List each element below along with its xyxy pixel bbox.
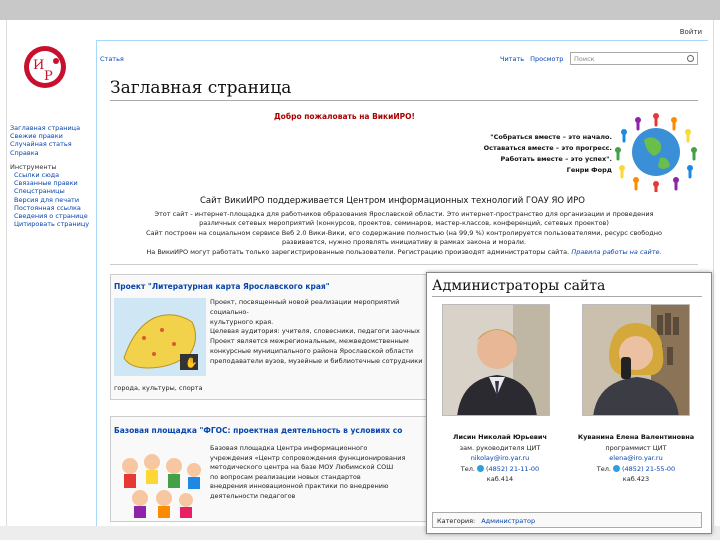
quote-line-3: Работать вместе – это успех". bbox=[500, 155, 612, 163]
children-illustration-image bbox=[114, 440, 206, 520]
admin-card-kuvanina bbox=[570, 432, 702, 485]
admin-name: Куванина Елена Валентиновна bbox=[577, 433, 695, 441]
project2-line-3: методического центра на базе МОУ Любимской СОШ bbox=[210, 463, 394, 472]
globe-people-image bbox=[604, 108, 708, 192]
category-label: Категория: bbox=[437, 517, 476, 525]
site-description bbox=[112, 210, 696, 257]
title-divider bbox=[110, 100, 698, 101]
sidebar-item-main[interactable]: Заглавная страница bbox=[10, 124, 81, 132]
admins-title: Администраторы сайта bbox=[432, 278, 606, 294]
project1-line-4: Проект является межрегиональным, межведомственным bbox=[210, 337, 409, 346]
phone-label: Тел. bbox=[460, 464, 475, 473]
quote-line-1: "Собраться вместе – это начало. bbox=[490, 133, 612, 141]
skype-icon[interactable] bbox=[477, 465, 484, 472]
admin-office: каб.414 bbox=[486, 475, 514, 483]
admin-role: программист ЦИТ bbox=[605, 443, 667, 452]
project1-footer: города, культуры, спорта bbox=[114, 384, 203, 392]
page-title: Заглавная страница bbox=[110, 78, 292, 98]
project-fgos-text bbox=[210, 444, 436, 502]
project2-line-1: Базовая площадка Центра информационного bbox=[210, 444, 368, 452]
tab-read[interactable]: Читать bbox=[500, 55, 525, 63]
admin-photo-kuvanina[interactable] bbox=[582, 304, 690, 416]
project2-line-5: внедрения инновационной практики по внедрению bbox=[210, 482, 389, 491]
svg-text:✋: ✋ bbox=[185, 358, 198, 369]
admin-phone-row bbox=[570, 464, 702, 475]
phone-label: Тел. bbox=[596, 464, 611, 473]
welcome-heading: Добро пожаловать на ВикиИРО! bbox=[274, 112, 415, 121]
admin-email[interactable]: nikolay@iro.yar.ru bbox=[470, 454, 530, 462]
admin-phone: (4852) 21-55-00 bbox=[622, 464, 676, 473]
project2-line-6: деятельности педагогов bbox=[210, 491, 296, 500]
project-literary-map-title[interactable]: Проект "Литературная карта Ярославского края" bbox=[114, 282, 330, 291]
project1-line-6: преподаватели вузов, музейные и библиотечные сотрудники bbox=[210, 356, 423, 365]
tab-view[interactable]: Просмотр bbox=[530, 55, 564, 63]
project-literary-map-text bbox=[210, 298, 436, 367]
sidebar-nav bbox=[10, 124, 98, 228]
admin-office: каб.423 bbox=[622, 475, 650, 483]
desc-line-4: развивается, нужно проявлять инициативу в рамках закона и морали. bbox=[281, 238, 527, 247]
sidebar-tools-heading: Инструменты bbox=[10, 162, 57, 171]
region-map-image bbox=[114, 298, 206, 376]
admin-name: Лисин Николай Юрьевич bbox=[453, 433, 547, 441]
sidebar-tool-related-changes[interactable]: Связанные правки bbox=[14, 179, 78, 188]
sidebar-item-random[interactable]: Случайная статья bbox=[10, 140, 72, 149]
project1-line-1: Проект, посвященный новой реализации мероприятий социально- bbox=[210, 298, 400, 316]
search-input[interactable] bbox=[570, 52, 698, 65]
sidebar-tool-permalink[interactable]: Постоянная ссылка bbox=[14, 203, 81, 212]
ford-quote bbox=[462, 132, 612, 176]
category-box bbox=[432, 512, 702, 528]
desc-registration: На ВикиИРО могут работать только зарегистрированные пользователи. Регистрацию производят администраторы сайта. bbox=[146, 247, 570, 256]
project2-line-4: по вопросам реализации новых стандартов bbox=[210, 472, 361, 481]
project2-line-2: учреждения «Центр сопровождения функционирования bbox=[210, 453, 406, 462]
svg-text:Р: Р bbox=[44, 69, 53, 84]
search-placeholder: Поиск bbox=[574, 55, 595, 63]
rules-link[interactable]: Правила работы на сайте. bbox=[571, 247, 662, 256]
iro-logo-icon[interactable] bbox=[22, 44, 68, 90]
admin-photo-lisin-image bbox=[443, 305, 550, 416]
sidebar-item-recent[interactable]: Свежие правки bbox=[10, 132, 63, 141]
browser-top-bar bbox=[0, 0, 720, 20]
sidebar-item-help[interactable]: Справка bbox=[10, 148, 39, 157]
sidebar-tool-links-here[interactable]: Ссылки сюда bbox=[14, 171, 60, 180]
desc-line-3: Сайт построен на социальном сервисе Веб 2.0 Вики-Вики, его содержание полностью (на 99,9 %) контролируется пользователями, ресурс свободно bbox=[146, 228, 662, 237]
admin-phone: (4852) 21-11-00 bbox=[486, 464, 540, 473]
admin-role: зам. руководителя ЦИТ bbox=[459, 443, 541, 452]
admin-phone-row bbox=[432, 464, 568, 475]
admins-divider bbox=[432, 296, 702, 297]
sidebar-tool-special-pages[interactable]: Спецстраницы bbox=[14, 187, 65, 196]
sidebar-tool-page-info[interactable]: Сведения о странице bbox=[14, 212, 88, 221]
desc-line-5 bbox=[112, 248, 696, 257]
quote-author: Генри Форд bbox=[566, 166, 612, 174]
project1-line-5: конкурсные муниципального района Ярославской области bbox=[210, 346, 414, 355]
admin-photo-kuvanina-image bbox=[583, 305, 690, 416]
tab-article[interactable]: Статья bbox=[100, 55, 124, 63]
support-heading: Сайт ВикиИРО поддерживается Центром информационных технологий ГОАУ ЯО ИРО bbox=[200, 196, 585, 206]
desc-line-2: различных сетевых мероприятий (конкурсов, проектов, семинаров, мастер-классов, конференций, сетевых проектов) bbox=[199, 219, 609, 228]
project-fgos-title[interactable]: Базовая площадка "ФГОС: проектная деятельность в условиях со bbox=[114, 426, 403, 435]
admin-email[interactable]: elena@iro.yar.ru bbox=[609, 454, 663, 462]
admin-photo-lisin[interactable] bbox=[442, 304, 550, 416]
quote-line-2: Оставаться вместе – это прогресс. bbox=[483, 144, 612, 152]
view-tabs bbox=[500, 55, 569, 63]
project1-line-3: Целевая аудитория: учителя, словесники, педагоги заочных bbox=[210, 327, 420, 336]
admin-card-lisin bbox=[432, 432, 568, 485]
login-link[interactable]: Войти bbox=[679, 28, 702, 36]
category-link[interactable]: Администратор bbox=[481, 517, 536, 525]
skype-icon[interactable] bbox=[613, 465, 620, 472]
sidebar-tool-cite[interactable]: Цитировать страницу bbox=[14, 220, 90, 229]
search-icon[interactable] bbox=[687, 55, 694, 62]
sidebar-tool-print[interactable]: Версия для печати bbox=[14, 195, 80, 204]
desc-line-1: Этот сайт - интернет-площадка для работников образования Ярославской области. Это интернет-пространство для организации и проведения bbox=[154, 210, 654, 218]
section-divider bbox=[110, 264, 698, 265]
svg-text:И: И bbox=[33, 58, 45, 73]
project1-line-2: культурного края. bbox=[210, 317, 274, 326]
